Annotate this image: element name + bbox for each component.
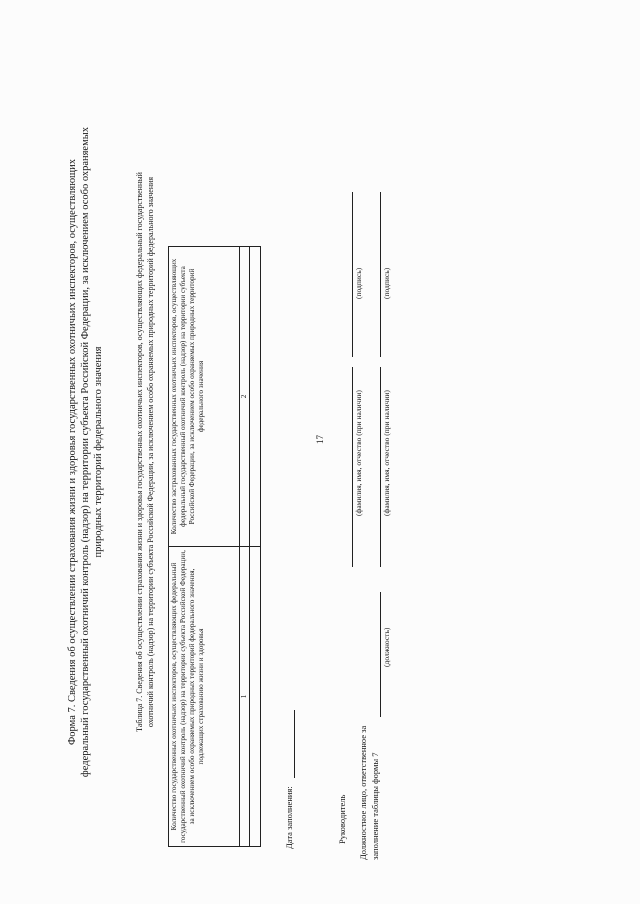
form-title-line-2: федеральный государственный охотничий контроль (надзор) на территории субъекта Российской Федерации, за исключением особо охраняемых: [80, 126, 91, 778]
table-number-col-1: 1: [240, 547, 250, 847]
page-number: 17: [315, 435, 325, 444]
responsible-name-caption: (фамилия, имя, отчество (при наличии): [382, 390, 391, 516]
form-title: [66, 0, 105, 904]
table-title-line-1: Таблица 7. Сведения об осуществлении страхования жизни и здоровья государственных охотничьих инспекторов, осуществляющих федеральный государственный: [135, 172, 144, 732]
responsible-name-line: [380, 367, 381, 567]
table-title-line-2: охотничий контроль (надзор) на территории субъекта Российской Федерации, за исключением особо охраняемых природных территорий федерального значения: [146, 176, 155, 728]
data-table: [168, 246, 261, 847]
responsible-position-caption: (должность): [382, 627, 391, 667]
table-cell-col-1: [250, 547, 261, 847]
table-row: [250, 247, 261, 847]
fill-date-label: Дата заполнения:: [284, 786, 294, 849]
head-name-line: [352, 367, 353, 567]
form-title-line-1: Форма 7. Сведения об осуществлении страхования жизни и здоровья государственных охотничьих инспекторов, осуществляющих: [67, 158, 78, 746]
table-number-row: [240, 247, 250, 847]
responsible-position-line: [380, 592, 381, 717]
table-header-col-2: Количество застрахованных государственных охотничьих инспекторов, осуществляющих федеральный государственный охотничий контроль (надзор) на территории субъекта Российской Федерации, за исключением особо охраняемых природных территорий федерального значения: [169, 247, 240, 547]
table-number-col-2: 2: [240, 247, 250, 547]
head-name-caption: (фамилия, имя, отчество (при наличии): [354, 390, 363, 516]
responsible-signature-caption: (подпись): [382, 267, 391, 299]
fill-date-line: [294, 710, 295, 778]
responsible-label-line-1: Должностное лицо, ответственное за: [358, 725, 368, 860]
table-header-row: [169, 247, 240, 847]
table-cell-col-2: [250, 247, 261, 547]
table-title: [134, 0, 156, 904]
head-signature-line: [352, 192, 353, 357]
head-label: Руководитель: [337, 794, 347, 844]
head-signature-caption: (подпись): [354, 267, 363, 299]
responsible-label-line-2: заполнение таблицы формы 7: [370, 752, 380, 860]
responsible-signature-line: [380, 192, 381, 357]
form-title-line-3: природных территорий федерального значения: [93, 346, 104, 558]
table-header-col-1: Количество государственных охотничьих инспекторов, осуществляющих федеральный государственный охотничий контроль (надзор) на территории субъекта Российской Федерации, за исключением особо охраняемых природных территорий федерального значения, подлежащих страхованию жизни и здоровья: [169, 547, 240, 847]
